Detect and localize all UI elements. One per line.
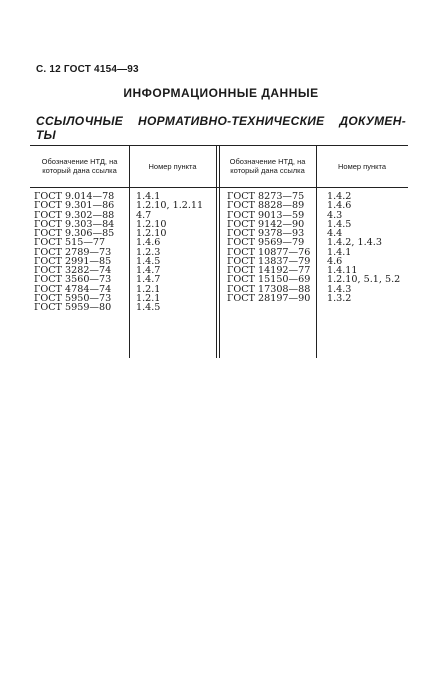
table-cell-clause: 4.4 [327,228,343,239]
table-cell-clause: 1.4.5 [136,302,161,313]
table-cell-designation: ГОСТ 9378—93 [227,228,305,239]
table-cell-clause: 1.4.1 [327,246,352,258]
table-cell-clause: 4.3 [327,209,343,221]
table-cell-designation: ГОСТ 4784—74 [34,283,112,295]
table-cell-designation: ГОСТ 5950—73 [34,292,112,304]
table-cell-designation: ГОСТ 515—77 [34,237,106,249]
left-clause-column [136,192,203,312]
table-cell-designation: ГОСТ 15150—69 [227,274,311,286]
table-cell-designation: ГОСТ 3560—73 [34,274,112,286]
table-cell-clause: 1.2.10, 1.2.11 [136,200,204,212]
table-cell-clause: 1.2.10 [136,218,167,230]
document-title: ИНФОРМАЦИОННЫЕ ДАННЫЕ [123,86,319,100]
table-cell-designation: ГОСТ 9013—59 [227,209,305,221]
right-designation-column [227,192,310,303]
table-cell-designation: ГОСТ 9.303—84 [34,218,115,230]
page-header: С. 12 ГОСТ 4154—93 [36,64,139,75]
header-clause-number-right: Номер пункта [337,162,386,171]
table-cell-designation: ГОСТ 10877—76 [227,246,311,258]
table-cell-clause: 1.4.11 [327,265,358,276]
table-cell-clause: 1.4.2 [327,191,352,202]
table-cell-clause: 1.2.10 [136,228,167,239]
table-cell-designation: ГОСТ 9.306—85 [34,228,115,239]
table-cell-clause: 4.6 [327,255,343,267]
section-title-word: ССЫЛОЧНЫЕ [36,114,124,128]
table-cell-clause: 1.4.1 [136,191,161,202]
section-title-word: ДОКУМЕН- [339,114,406,128]
table-cell-designation: ГОСТ 9142—90 [227,218,305,230]
header-doc-designation-right: Обозначение НТД, на который дана ссылка [229,157,306,175]
left-designation-column [34,192,114,312]
table-cell-designation: ГОСТ 9.301—86 [34,200,115,212]
table-cell-clause: 1.2.1 [136,292,161,304]
table-cell-clause: 1.4.3 [327,283,352,295]
table-cell-clause: 1.4.7 [136,274,161,286]
column-divider-double [216,145,217,358]
table-cell-designation: ГОСТ 2789—73 [34,246,112,258]
table-cell-clause: 4.7 [136,209,152,221]
table-cell-designation: ГОСТ 2991—85 [34,255,112,267]
table-cell-designation: ГОСТ 9.014—78 [34,191,115,202]
table-cell-clause: 1.4.7 [136,265,161,276]
table-cell-designation: ГОСТ 9569—79 [227,237,305,249]
header-clause-number-left: Номер пункта [148,162,197,171]
section-title-word: НОРМАТИВНО-ТЕХНИЧЕСКИЕ [138,114,325,128]
table-cell-designation: ГОСТ 5959—80 [34,302,112,313]
header-doc-designation-left: Обозначение НТД, на который дана ссылка [41,157,118,175]
column-divider [129,145,130,358]
references-table [30,145,408,358]
table-cell-designation: ГОСТ 13837—79 [227,255,311,267]
table-cell-designation: ГОСТ 3282—74 [34,265,112,276]
table-cell-designation: ГОСТ 14192—77 [227,265,311,276]
table-cell-clause: 1.2.10, 5.1, 5.2 [327,274,401,286]
table-cell-designation: ГОСТ 17308—88 [227,283,311,295]
right-clause-column [327,192,400,303]
table-cell-designation: ГОСТ 8828—89 [227,200,305,212]
table-cell-clause: 1.2.3 [136,246,161,258]
table-cell-designation: ГОСТ 9.302—88 [34,209,115,221]
column-divider-double [219,145,220,358]
table-cell-designation: ГОСТ 28197—90 [227,292,311,304]
section-title-line2: ТЫ [36,128,56,142]
table-cell-clause: 1.2.1 [136,283,161,295]
table-cell-clause: 1.4.2, 1.4.3 [327,237,382,249]
table-cell-designation: ГОСТ 8273—75 [227,191,305,202]
section-title [36,114,406,142]
table-cell-clause: 1.4.6 [136,237,161,249]
section-title-line1 [36,114,406,128]
table-cell-clause: 1.3.2 [327,292,352,304]
column-divider [316,145,317,358]
table-cell-clause: 1.4.6 [327,200,352,212]
table-cell-clause: 1.4.5 [327,218,352,230]
table-cell-clause: 1.4.5 [136,255,161,267]
